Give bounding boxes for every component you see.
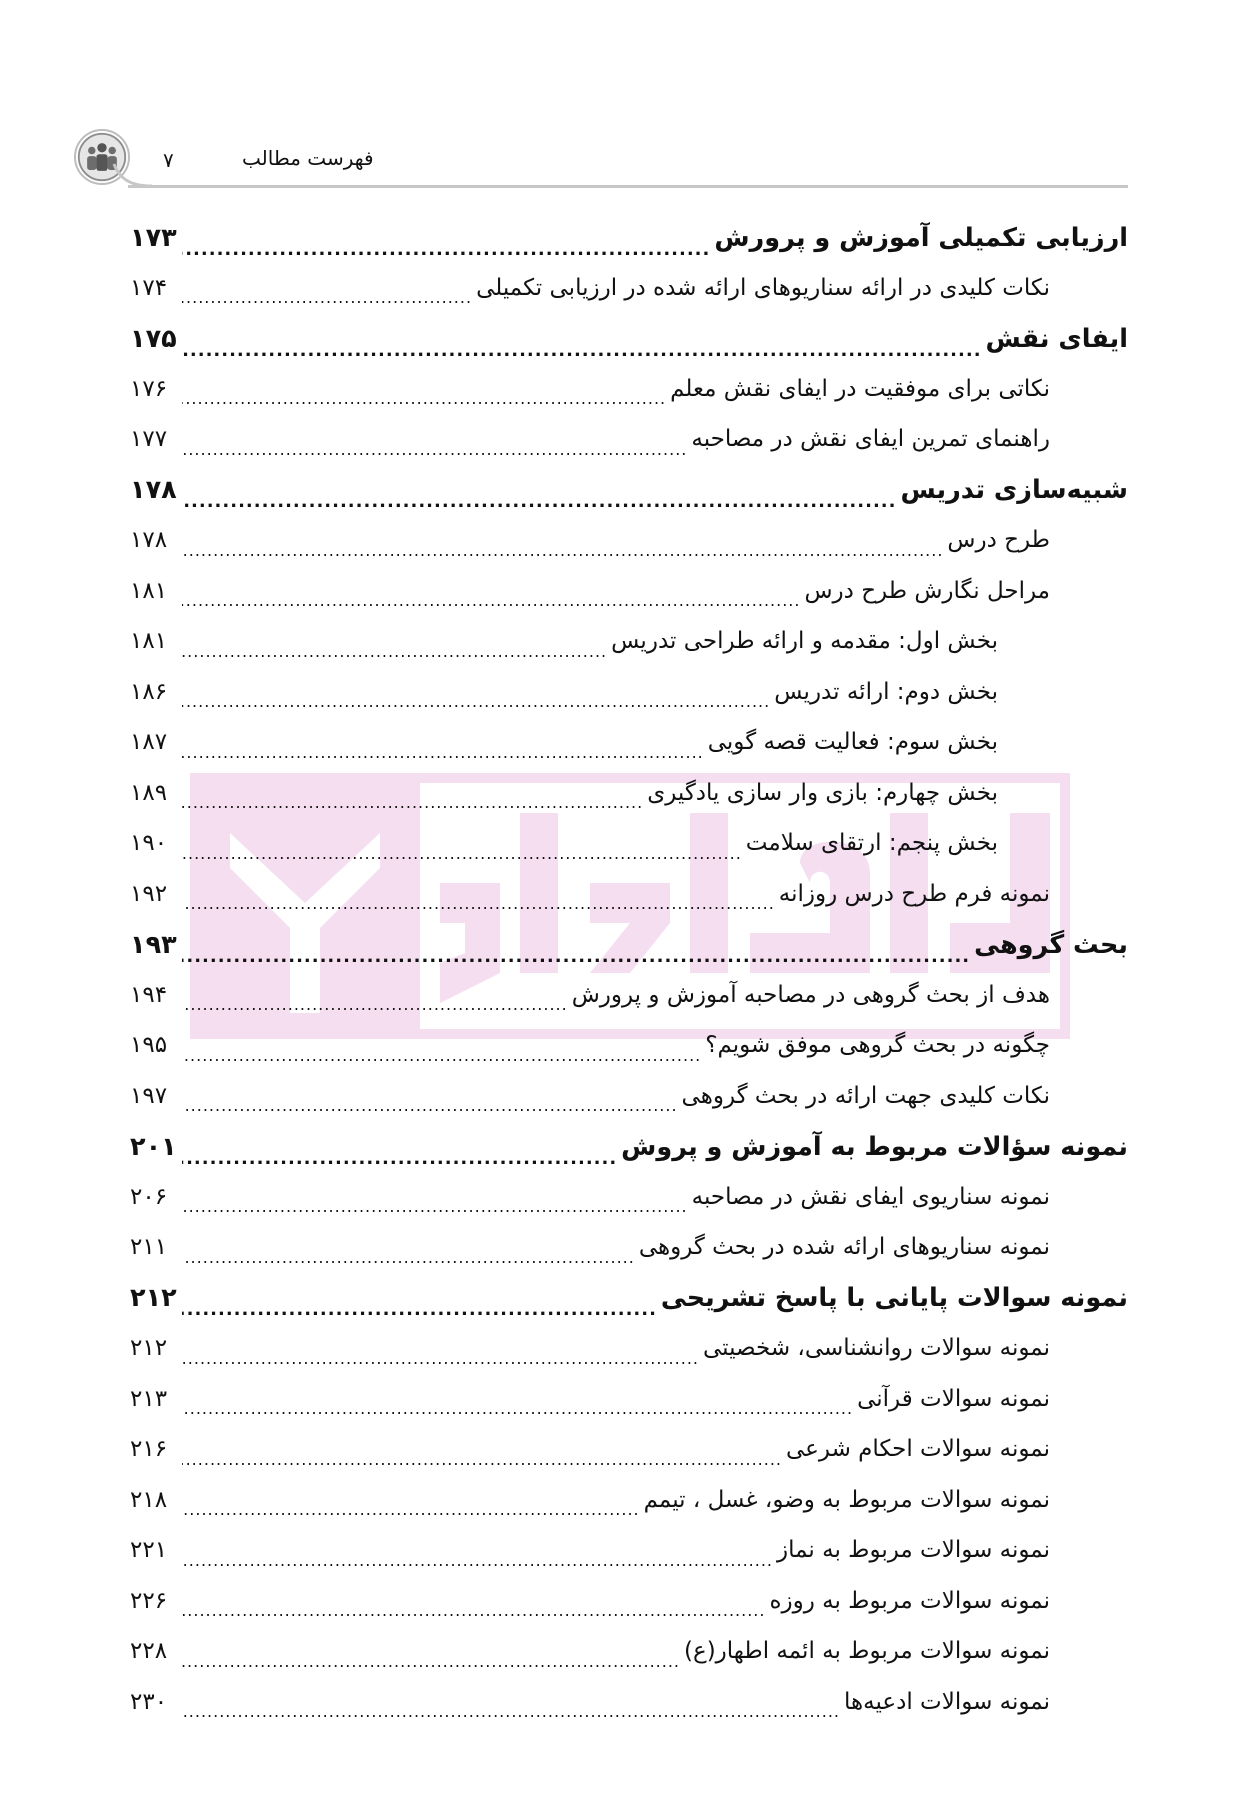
toc-entry[interactable] xyxy=(130,1526,1128,1577)
toc-dot-leader xyxy=(182,788,643,811)
toc-entry[interactable] xyxy=(130,1678,1128,1729)
toc-dot-leader xyxy=(182,586,800,609)
toc-entry-title: بخش چهارم: بازی وار سازی یادگیری xyxy=(647,779,998,806)
toc-entry-title: ارزیابی تکمیلی آموزش و پرورش xyxy=(714,222,1128,253)
toc-entry[interactable] xyxy=(130,1627,1128,1678)
toc-entry-title: راهنمای تمرین ایفای نقش در مصاحبه xyxy=(691,426,1050,453)
toc-entry[interactable] xyxy=(130,415,1128,466)
toc-entry-title: نمونه سوالات مربوط به وضو، غسل ، تیمم xyxy=(643,1486,1050,1513)
toc-dot-leader xyxy=(182,1697,840,1720)
toc-dot-leader xyxy=(182,435,687,458)
toc-entry-page: ۱۹۵ xyxy=(130,1032,168,1059)
toc-entry-page: ۱۸۱ xyxy=(130,628,168,655)
toc-entry[interactable] xyxy=(130,870,1128,921)
toc-dot-leader xyxy=(182,637,607,660)
toc-entry[interactable] xyxy=(130,769,1128,820)
toc-entry[interactable] xyxy=(130,1375,1128,1426)
toc-entry-page: ۲۱۲ xyxy=(130,1335,168,1362)
toc-entry-page: ۱۸۷ xyxy=(130,729,168,756)
toc-entry[interactable] xyxy=(130,971,1128,1022)
toc-dot-leader xyxy=(182,333,982,359)
toc-entry-page: ۱۷۷ xyxy=(130,426,168,453)
toc-dot-leader xyxy=(182,1596,765,1619)
toc-entry-page: ۱۷۳ xyxy=(130,222,177,253)
toc-entry-title: نمونه سناریوی ایفای نقش در مصاحبه xyxy=(691,1183,1050,1210)
toc-entry[interactable] xyxy=(130,1425,1128,1476)
toc-entry-title: نمونه سوالات روانشناسی، شخصیتی xyxy=(702,1335,1050,1362)
toc-entry[interactable] xyxy=(130,314,1128,365)
toc-entry-page: ۱۷۸ xyxy=(130,475,177,506)
toc-entry-page: ۲۰۱ xyxy=(130,1131,177,1162)
page-number: ۷ xyxy=(163,148,174,172)
toc-entry[interactable] xyxy=(130,213,1128,264)
toc-entry[interactable] xyxy=(130,1223,1128,1274)
toc-entry-page: ۱۹۳ xyxy=(130,929,177,960)
toc-entry-page: ۱۹۰ xyxy=(130,830,168,857)
toc-dot-leader xyxy=(182,839,742,862)
toc-entry-title: بخش دوم: ارائه تدریس xyxy=(774,678,998,705)
toc-entry-page: ۱۹۷ xyxy=(130,1082,168,1109)
toc-entry-title: چگونه در بحث گروهی موفق شویم؟ xyxy=(705,1032,1050,1059)
toc-entry-page: ۲۱۶ xyxy=(130,1436,168,1463)
toc-entry-page: ۱۷۶ xyxy=(130,375,168,402)
toc-entry[interactable] xyxy=(130,1021,1128,1072)
toc-entry-title: نمونه سوالات پایانی با پاسخ تشریحی xyxy=(660,1283,1128,1314)
toc-entry-page: ۱۸۱ xyxy=(130,577,168,604)
toc-entry-title: ایفای نقش xyxy=(985,323,1128,354)
toc-entry-page: ۲۳۰ xyxy=(130,1688,168,1715)
toc-entry-title: طرح درس xyxy=(947,527,1050,554)
toc-entry-page: ۲۱۲ xyxy=(130,1283,177,1314)
toc-entry-title: نکات کلیدی جهت ارائه در بحث گروهی xyxy=(681,1082,1050,1109)
toc-entry-title: نمونه سوالات مربوط به نماز xyxy=(777,1537,1050,1564)
toc-entry-title: بخش اول: مقدمه و ارائه طراحی تدریس xyxy=(611,628,998,655)
toc-entry-title: نکات کلیدی در ارائه سناریوهای ارائه شده در ارزیابی تکمیلی xyxy=(476,274,1050,301)
toc-entry-page: ۱۹۲ xyxy=(130,880,168,907)
table-of-contents xyxy=(130,213,1128,1728)
toc-dot-leader xyxy=(182,1546,773,1569)
toc-entry-page: ۲۲۸ xyxy=(130,1638,168,1665)
toc-entry[interactable] xyxy=(130,1577,1128,1628)
toc-entry-title: نمونه سوالات مربوط به روزه xyxy=(769,1587,1050,1614)
toc-entry-page: ۱۸۶ xyxy=(130,678,168,705)
toc-dot-leader xyxy=(182,939,970,965)
toc-entry-page: ۱۷۴ xyxy=(130,274,168,301)
toc-entry-title: نمونه فرم طرح درس روزانه xyxy=(778,880,1050,907)
toc-entry-page: ۲۱۱ xyxy=(130,1234,168,1261)
toc-entry-page: ۱۷۸ xyxy=(130,527,168,554)
toc-entry[interactable] xyxy=(130,1274,1128,1325)
toc-dot-leader xyxy=(182,536,943,559)
toc-entry[interactable] xyxy=(130,819,1128,870)
toc-entry[interactable] xyxy=(130,516,1128,567)
toc-entry[interactable] xyxy=(130,1173,1128,1224)
toc-entry[interactable] xyxy=(130,466,1128,517)
toc-entry[interactable] xyxy=(130,1324,1128,1375)
toc-entry-title: نمونه سناریوهای ارائه شده در بحث گروهی xyxy=(638,1234,1050,1261)
toc-entry[interactable] xyxy=(130,1072,1128,1123)
toc-entry-title: مراحل نگارش طرح درس xyxy=(804,577,1050,604)
toc-dot-leader xyxy=(182,1292,657,1318)
toc-dot-leader xyxy=(182,1091,678,1114)
toc-entry-title: نمونه سوالات احکام شرعی xyxy=(786,1436,1050,1463)
toc-entry-page: ۲۱۸ xyxy=(130,1486,168,1513)
toc-entry[interactable] xyxy=(130,1122,1128,1173)
toc-entry-title: نمونه سوالات مربوط به ائمه اطهار(ع) xyxy=(684,1638,1050,1665)
toc-dot-leader xyxy=(182,1141,617,1167)
toc-entry[interactable] xyxy=(130,264,1128,315)
toc-dot-leader xyxy=(182,283,472,306)
toc-entry-title: نمونه سوالات ادعیه‌ها xyxy=(843,1688,1050,1715)
toc-entry-title: هدف از بحث گروهی در مصاحبه آموزش و پرورش xyxy=(571,981,1050,1008)
toc-entry-title: بحث گروهی xyxy=(974,929,1128,960)
toc-dot-leader xyxy=(182,1243,635,1266)
toc-dot-leader xyxy=(182,232,710,258)
toc-entry-title: بخش سوم: فعالیت قصه گویی xyxy=(707,729,998,756)
toc-entry[interactable] xyxy=(130,567,1128,618)
toc-entry-title: نمونه سؤالات مربوط به آموزش و پروش xyxy=(621,1131,1128,1162)
toc-entry[interactable] xyxy=(130,365,1128,416)
toc-dot-leader xyxy=(182,1041,701,1064)
toc-entry-title: بخش پنجم: ارتقای سلامت xyxy=(745,830,998,857)
toc-entry-title: نکاتی برای موفقیت در ایفای نقش معلم xyxy=(670,375,1050,402)
toc-entry-page: ۱۸۹ xyxy=(130,779,168,806)
toc-dot-leader xyxy=(182,384,666,407)
toc-dot-leader xyxy=(182,1344,699,1367)
toc-entry-page: ۱۷۵ xyxy=(130,323,177,354)
toc-entry[interactable] xyxy=(130,617,1128,668)
toc-dot-leader xyxy=(182,889,775,912)
toc-dot-leader xyxy=(182,1647,680,1670)
toc-entry-page: ۱۹۴ xyxy=(130,981,168,1008)
toc-entry-page: ۲۰۶ xyxy=(130,1183,168,1210)
toc-dot-leader xyxy=(182,1394,853,1417)
toc-dot-leader xyxy=(182,990,568,1013)
toc-dot-leader xyxy=(182,484,896,510)
toc-dot-leader xyxy=(182,1495,640,1518)
toc-entry-page: ۲۱۳ xyxy=(130,1385,168,1412)
toc-dot-leader xyxy=(182,1192,688,1215)
toc-entry-page: ۲۲۶ xyxy=(130,1587,168,1614)
toc-dot-leader xyxy=(182,1445,782,1468)
toc-dot-leader xyxy=(182,687,770,710)
header-rule xyxy=(128,185,1128,188)
toc-dot-leader xyxy=(182,738,704,761)
running-title: فهرست مطالب xyxy=(242,146,374,170)
toc-entry[interactable] xyxy=(130,668,1128,719)
toc-entry[interactable] xyxy=(130,920,1128,971)
toc-entry[interactable] xyxy=(130,718,1128,769)
toc-entry[interactable] xyxy=(130,1476,1128,1527)
toc-entry-title: نمونه سوالات قرآنی xyxy=(857,1385,1050,1412)
toc-entry-page: ۲۲۱ xyxy=(130,1537,168,1564)
toc-entry-title: شبیه‌سازی تدریس xyxy=(900,475,1128,506)
